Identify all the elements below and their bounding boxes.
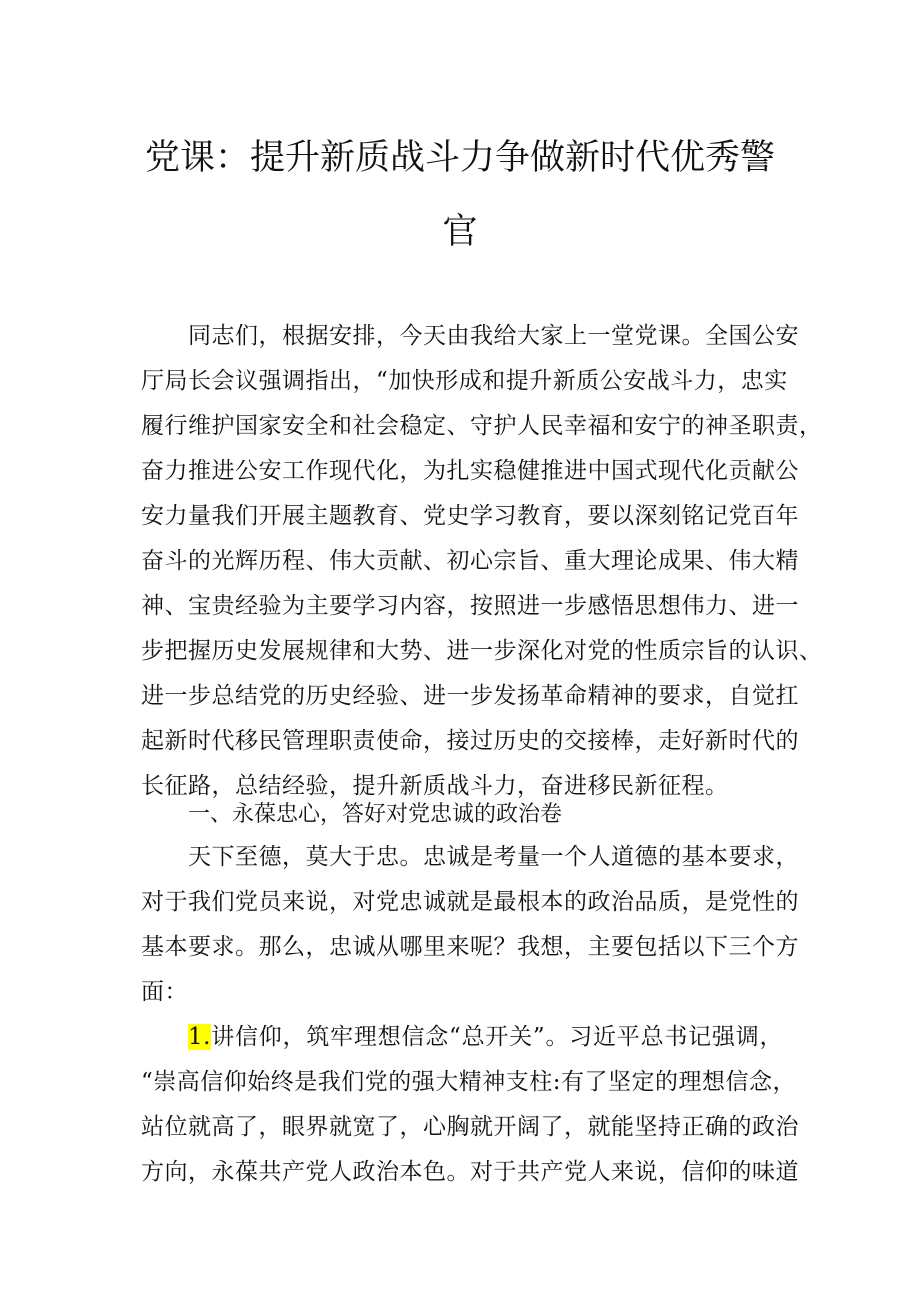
paragraph-line: 对于我们党员来说，对党忠诚就是最根本的政治品质，是党性的 bbox=[141, 889, 799, 915]
paragraph-line: 同志们，根据安排，今天由我给大家上一堂党课。全国公安 bbox=[188, 323, 799, 349]
paragraph-line: 起新时代移民管理职责使命，接过历史的交接棒，走好新时代的 bbox=[141, 728, 799, 754]
paragraph-line: 奋力推进公安工作现代化，为扎实稳健推进中国式现代化贡献公 bbox=[141, 458, 799, 484]
paragraph-line: 站位就高了，眼界就宽了，心胸就开阔了，就能坚持正确的政治 bbox=[141, 1114, 799, 1140]
section-heading: 一、永葆忠心，答好对党忠诚的政治卷 bbox=[188, 802, 563, 827]
paragraph-line: 长征路，总结经验，提升新质战斗力，奋进移民新征程。 bbox=[141, 773, 729, 799]
highlighted-number: 1. bbox=[188, 1024, 211, 1050]
paragraph-line: 基本要求。那么，忠诚从哪里来呢？我想，主要包括以下三个方 bbox=[141, 934, 799, 960]
document-title-line-2: 官 bbox=[442, 212, 478, 252]
paragraph-line: 步把握历史发展规律和大势、进一步深化对党的性质宗旨的认识、 bbox=[141, 638, 823, 664]
paragraph-line: 履行维护国家安全和社会稳定、守护人民幸福和安宁的神圣职责， bbox=[141, 413, 823, 439]
paragraph-line: 进一步总结党的历史经验、进一步发扬革命精神的要求，自觉扛 bbox=[141, 683, 799, 709]
paragraph-line: 奋斗的光辉历程、伟大贡献、初心宗旨、重大理论成果、伟大精 bbox=[141, 548, 799, 574]
paragraph-line: 厅局长会议强调指出，“加快形成和提升新质公安战斗力，忠实 bbox=[141, 368, 788, 394]
paragraph-line: 神、宝贵经验为主要学习内容，按照进一步感悟思想伟力、进一 bbox=[141, 593, 799, 619]
paragraph-line: 方向，永葆共产党人政治本色。对于共产党人来说，信仰的味道 bbox=[141, 1159, 799, 1185]
paragraph-line: 安力量我们开展主题教育、党史学习教育，要以深刻铭记党百年 bbox=[141, 503, 799, 529]
paragraph-text: 讲信仰，筑牢理想信念“总开关”。习近平总书记强调， bbox=[210, 1024, 783, 1050]
paragraph-line bbox=[188, 1017, 783, 1057]
document-title-line-1: 党课：提升新质战斗力争做新时代优秀警 bbox=[144, 138, 775, 178]
paragraph-line: 天下至德，莫大于忠。忠诚是考量一个人道德的基本要求， bbox=[188, 844, 799, 870]
paragraph-line: 面： bbox=[141, 979, 188, 1005]
paragraph-line: “崇高信仰始终是我们党的强大精神支柱:有了坚定的理想信念， bbox=[141, 1069, 797, 1095]
